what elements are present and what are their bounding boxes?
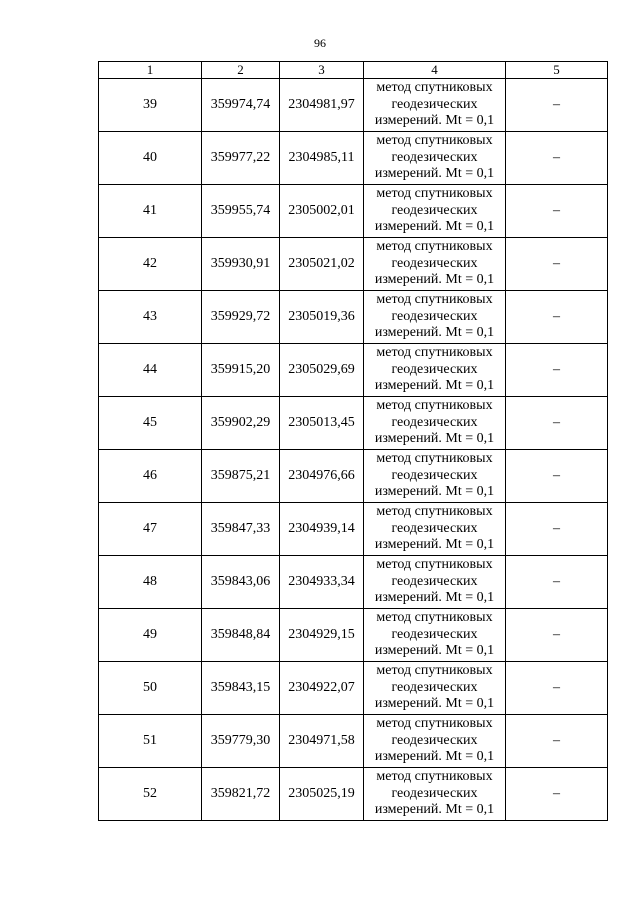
method-cell xyxy=(364,556,506,609)
y-coordinate-cell: 2305025,19 xyxy=(280,768,364,821)
method-line: метод спутниковых xyxy=(376,451,493,467)
note-cell: – xyxy=(506,609,608,662)
x-coordinate-cell: 359848,84 xyxy=(202,609,280,662)
method-cell xyxy=(364,662,506,715)
method-cell xyxy=(364,132,506,185)
method-line: геодезических xyxy=(391,785,478,801)
method-line: измерений. Mt = 0,1 xyxy=(374,431,495,447)
note-cell: – xyxy=(506,768,608,821)
method-line: геодезических xyxy=(391,255,478,271)
method-cell xyxy=(364,397,506,450)
method-line: измерений. Mt = 0,1 xyxy=(374,643,495,659)
note-cell: – xyxy=(506,556,608,609)
table-row xyxy=(99,609,608,662)
y-coordinate-cell: 2304985,11 xyxy=(280,132,364,185)
column-header: 4 xyxy=(364,62,506,79)
y-coordinate-cell: 2305021,02 xyxy=(280,238,364,291)
method-line: метод спутниковых xyxy=(376,557,493,573)
method-line: метод спутниковых xyxy=(376,239,493,255)
note-cell: – xyxy=(506,503,608,556)
note-cell: – xyxy=(506,238,608,291)
table-row xyxy=(99,450,608,503)
point-number-cell: 41 xyxy=(99,185,202,238)
method-line: измерений. Mt = 0,1 xyxy=(374,113,495,129)
method-line: геодезических xyxy=(391,679,478,695)
note-cell: – xyxy=(506,397,608,450)
x-coordinate-cell: 359875,21 xyxy=(202,450,280,503)
point-number-cell: 46 xyxy=(99,450,202,503)
method-line: измерений. Mt = 0,1 xyxy=(374,590,495,606)
point-number-cell: 51 xyxy=(99,715,202,768)
method-line: геодезических xyxy=(391,308,478,324)
point-number-cell: 42 xyxy=(99,238,202,291)
x-coordinate-cell: 359930,91 xyxy=(202,238,280,291)
point-number-cell: 50 xyxy=(99,662,202,715)
point-number-cell: 44 xyxy=(99,344,202,397)
column-header: 2 xyxy=(202,62,280,79)
method-cell xyxy=(364,715,506,768)
point-number-cell: 48 xyxy=(99,556,202,609)
method-line: геодезических xyxy=(391,361,478,377)
method-line: геодезических xyxy=(391,626,478,642)
y-coordinate-cell: 2304929,15 xyxy=(280,609,364,662)
method-cell xyxy=(364,79,506,132)
method-line: метод спутниковых xyxy=(376,716,493,732)
method-cell xyxy=(364,768,506,821)
table-row xyxy=(99,556,608,609)
table-row xyxy=(99,238,608,291)
method-cell xyxy=(364,185,506,238)
table-row xyxy=(99,715,608,768)
method-line: измерений. Mt = 0,1 xyxy=(374,696,495,712)
method-line: метод спутниковых xyxy=(376,292,493,308)
note-cell: – xyxy=(506,79,608,132)
table-row xyxy=(99,768,608,821)
method-line: измерений. Mt = 0,1 xyxy=(374,272,495,288)
method-line: метод спутниковых xyxy=(376,133,493,149)
x-coordinate-cell: 359955,74 xyxy=(202,185,280,238)
table-row xyxy=(99,503,608,556)
table-row xyxy=(99,79,608,132)
method-line: измерений. Mt = 0,1 xyxy=(374,802,495,818)
method-cell xyxy=(364,291,506,344)
table-row xyxy=(99,344,608,397)
y-coordinate-cell: 2304981,97 xyxy=(280,79,364,132)
table-body xyxy=(99,79,608,821)
note-cell: – xyxy=(506,450,608,503)
column-header: 1 xyxy=(99,62,202,79)
method-line: метод спутниковых xyxy=(376,345,493,361)
method-line: измерений. Mt = 0,1 xyxy=(374,749,495,765)
method-line: метод спутниковых xyxy=(376,80,493,96)
method-line: геодезических xyxy=(391,149,478,165)
table-header-row xyxy=(99,62,608,79)
method-line: метод спутниковых xyxy=(376,769,493,785)
y-coordinate-cell: 2305013,45 xyxy=(280,397,364,450)
x-coordinate-cell: 359977,22 xyxy=(202,132,280,185)
method-line: метод спутниковых xyxy=(376,398,493,414)
table-row xyxy=(99,185,608,238)
table-row xyxy=(99,397,608,450)
note-cell: – xyxy=(506,132,608,185)
method-line: измерений. Mt = 0,1 xyxy=(374,484,495,500)
method-line: метод спутниковых xyxy=(376,663,493,679)
y-coordinate-cell: 2304976,66 xyxy=(280,450,364,503)
point-number-cell: 47 xyxy=(99,503,202,556)
column-header: 3 xyxy=(280,62,364,79)
point-number-cell: 49 xyxy=(99,609,202,662)
x-coordinate-cell: 359821,72 xyxy=(202,768,280,821)
table-row xyxy=(99,662,608,715)
x-coordinate-cell: 359929,72 xyxy=(202,291,280,344)
y-coordinate-cell: 2305029,69 xyxy=(280,344,364,397)
method-line: геодезических xyxy=(391,202,478,218)
note-cell: – xyxy=(506,715,608,768)
note-cell: – xyxy=(506,662,608,715)
method-cell xyxy=(364,609,506,662)
x-coordinate-cell: 359843,15 xyxy=(202,662,280,715)
page-number: 96 xyxy=(314,36,326,50)
method-line: геодезических xyxy=(391,732,478,748)
method-line: геодезических xyxy=(391,520,478,536)
table-row xyxy=(99,132,608,185)
y-coordinate-cell: 2305019,36 xyxy=(280,291,364,344)
method-line: измерений. Mt = 0,1 xyxy=(374,166,495,182)
x-coordinate-cell: 359902,29 xyxy=(202,397,280,450)
point-number-cell: 52 xyxy=(99,768,202,821)
method-line: измерений. Mt = 0,1 xyxy=(374,537,495,553)
note-cell: – xyxy=(506,344,608,397)
note-cell: – xyxy=(506,291,608,344)
coordinates-table xyxy=(98,61,608,821)
x-coordinate-cell: 359974,74 xyxy=(202,79,280,132)
x-coordinate-cell: 359847,33 xyxy=(202,503,280,556)
y-coordinate-cell: 2305002,01 xyxy=(280,185,364,238)
method-cell xyxy=(364,503,506,556)
point-number-cell: 40 xyxy=(99,132,202,185)
point-number-cell: 39 xyxy=(99,79,202,132)
point-number-cell: 45 xyxy=(99,397,202,450)
method-line: измерений. Mt = 0,1 xyxy=(374,219,495,235)
point-number-cell: 43 xyxy=(99,291,202,344)
method-line: геодезических xyxy=(391,96,478,112)
y-coordinate-cell: 2304933,34 xyxy=(280,556,364,609)
method-cell xyxy=(364,344,506,397)
x-coordinate-cell: 359843,06 xyxy=(202,556,280,609)
method-line: геодезических xyxy=(391,467,478,483)
y-coordinate-cell: 2304922,07 xyxy=(280,662,364,715)
method-line: метод спутниковых xyxy=(376,504,493,520)
x-coordinate-cell: 359915,20 xyxy=(202,344,280,397)
method-line: измерений. Mt = 0,1 xyxy=(374,378,495,394)
method-line: метод спутниковых xyxy=(376,186,493,202)
y-coordinate-cell: 2304939,14 xyxy=(280,503,364,556)
method-cell xyxy=(364,238,506,291)
y-coordinate-cell: 2304971,58 xyxy=(280,715,364,768)
method-line: геодезических xyxy=(391,414,478,430)
method-cell xyxy=(364,450,506,503)
table-row xyxy=(99,291,608,344)
method-line: метод спутниковых xyxy=(376,610,493,626)
note-cell: – xyxy=(506,185,608,238)
method-line: измерений. Mt = 0,1 xyxy=(374,325,495,341)
method-line: геодезических xyxy=(391,573,478,589)
x-coordinate-cell: 359779,30 xyxy=(202,715,280,768)
column-header: 5 xyxy=(506,62,608,79)
